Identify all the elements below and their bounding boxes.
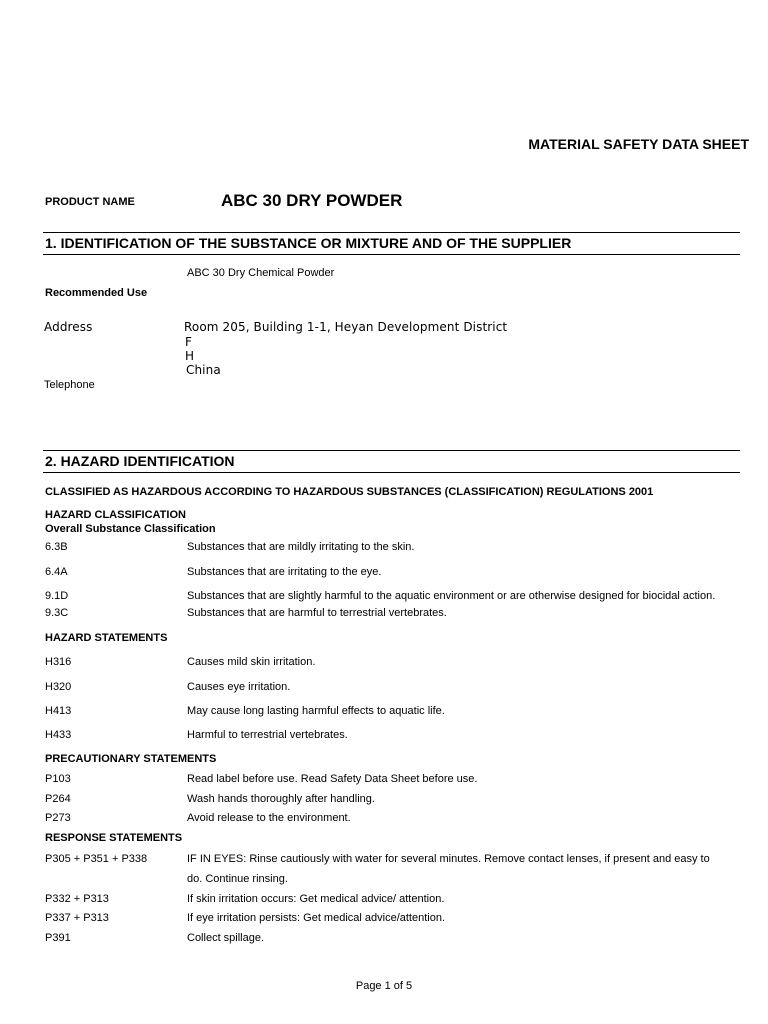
precautionary-code: P264 — [45, 793, 71, 805]
section-1-bottom-rule — [43, 254, 740, 255]
classification-text: Substances that are slightly harmful to the aquatic environment or are otherwise designed for biocidal action. — [187, 590, 716, 602]
classification-text: Substances that are irritating to the eye. — [187, 566, 382, 578]
product-name-label: PRODUCT NAME — [45, 196, 135, 208]
section-2-title: 2. HAZARD IDENTIFICATION — [45, 453, 235, 469]
classification-text: Substances that are harmful to terrestrial vertebrates. — [187, 607, 447, 619]
precautionary-statements-heading: PRECAUTIONARY STATEMENTS — [45, 753, 217, 765]
overall-classification-heading: Overall Substance Classification — [45, 523, 216, 535]
section-2-bottom-rule — [43, 472, 740, 473]
section-1-title: 1. IDENTIFICATION OF THE SUBSTANCE OR MIXTURE AND OF THE SUPPLIER — [45, 235, 572, 251]
hazard-statement-text: Causes eye irritation. — [187, 681, 291, 693]
response-code: P332 + P313 — [45, 893, 109, 905]
classification-code: 9.1D — [45, 590, 69, 602]
precautionary-code: P273 — [45, 812, 71, 824]
classified-note: CLASSIFIED AS HAZARDOUS ACCORDING TO HAZARDOUS SUBSTANCES (CLASSIFICATION) REGULATIONS 2001 — [45, 486, 654, 498]
section-1-top-rule — [43, 232, 740, 233]
hazard-statement-code: H320 — [45, 681, 72, 693]
hazard-statements-heading: HAZARD STATEMENTS — [45, 632, 168, 644]
response-statements-heading: RESPONSE STATEMENTS — [45, 832, 183, 844]
section-2-top-rule — [43, 450, 740, 451]
hazard-statement-code: H316 — [45, 656, 72, 668]
recommended-use-label: Recommended Use — [45, 287, 148, 299]
hazard-statement-code: H413 — [45, 705, 72, 717]
address-label: Address — [44, 320, 93, 334]
hazard-statement-text: Harmful to terrestrial vertebrates. — [187, 729, 348, 741]
classification-code: 9.3C — [45, 607, 69, 619]
precautionary-text: Read label before use. Read Safety Data Sheet before use. — [187, 773, 478, 785]
response-text: If skin irritation occurs: Get medical advice/ attention. — [187, 893, 445, 905]
hazard-statement-code: H433 — [45, 729, 72, 741]
classification-code: 6.4A — [45, 566, 68, 578]
precautionary-text: Wash hands thoroughly after handling. — [187, 793, 375, 805]
precautionary-code: P103 — [45, 773, 71, 785]
address-line-4: China — [186, 363, 221, 377]
response-text-continued: do. Continue rinsing. — [187, 873, 288, 885]
response-code: P337 + P313 — [45, 912, 109, 924]
hazard-classification-heading: HAZARD CLASSIFICATION — [45, 509, 186, 521]
hazard-statement-text: May cause long lasting harmful effects to aquatic life. — [187, 705, 445, 717]
document-title: MATERIAL SAFETY DATA SHEET — [528, 136, 749, 152]
response-code: P305 + P351 + P338 — [45, 853, 148, 865]
response-text: If eye irritation persists: Get medical advice/attention. — [187, 912, 446, 924]
classification-code: 6.3B — [45, 541, 68, 553]
response-text: Collect spillage. — [187, 932, 265, 944]
address-line-3: H — [185, 349, 195, 363]
hazard-statement-text: Causes mild skin irritation. — [187, 656, 316, 668]
response-code: P391 — [45, 932, 71, 944]
precautionary-text: Avoid release to the environment. — [187, 812, 351, 824]
telephone-label: Telephone — [44, 379, 95, 391]
product-name-value: ABC 30 DRY POWDER — [221, 191, 403, 210]
classification-text: Substances that are mildly irritating to the skin. — [187, 541, 415, 553]
product-description: ABC 30 Dry Chemical Powder — [187, 267, 335, 279]
address-line-2: F — [185, 335, 193, 349]
page-number: Page 1 of 5 — [355, 980, 413, 992]
address-line-1: Room 205, Building 1-1, Heyan Development District — [184, 320, 508, 334]
response-text: IF IN EYES: Rinse cautiously with water for several minutes. Remove contact lenses, if present and easy to — [187, 853, 710, 865]
